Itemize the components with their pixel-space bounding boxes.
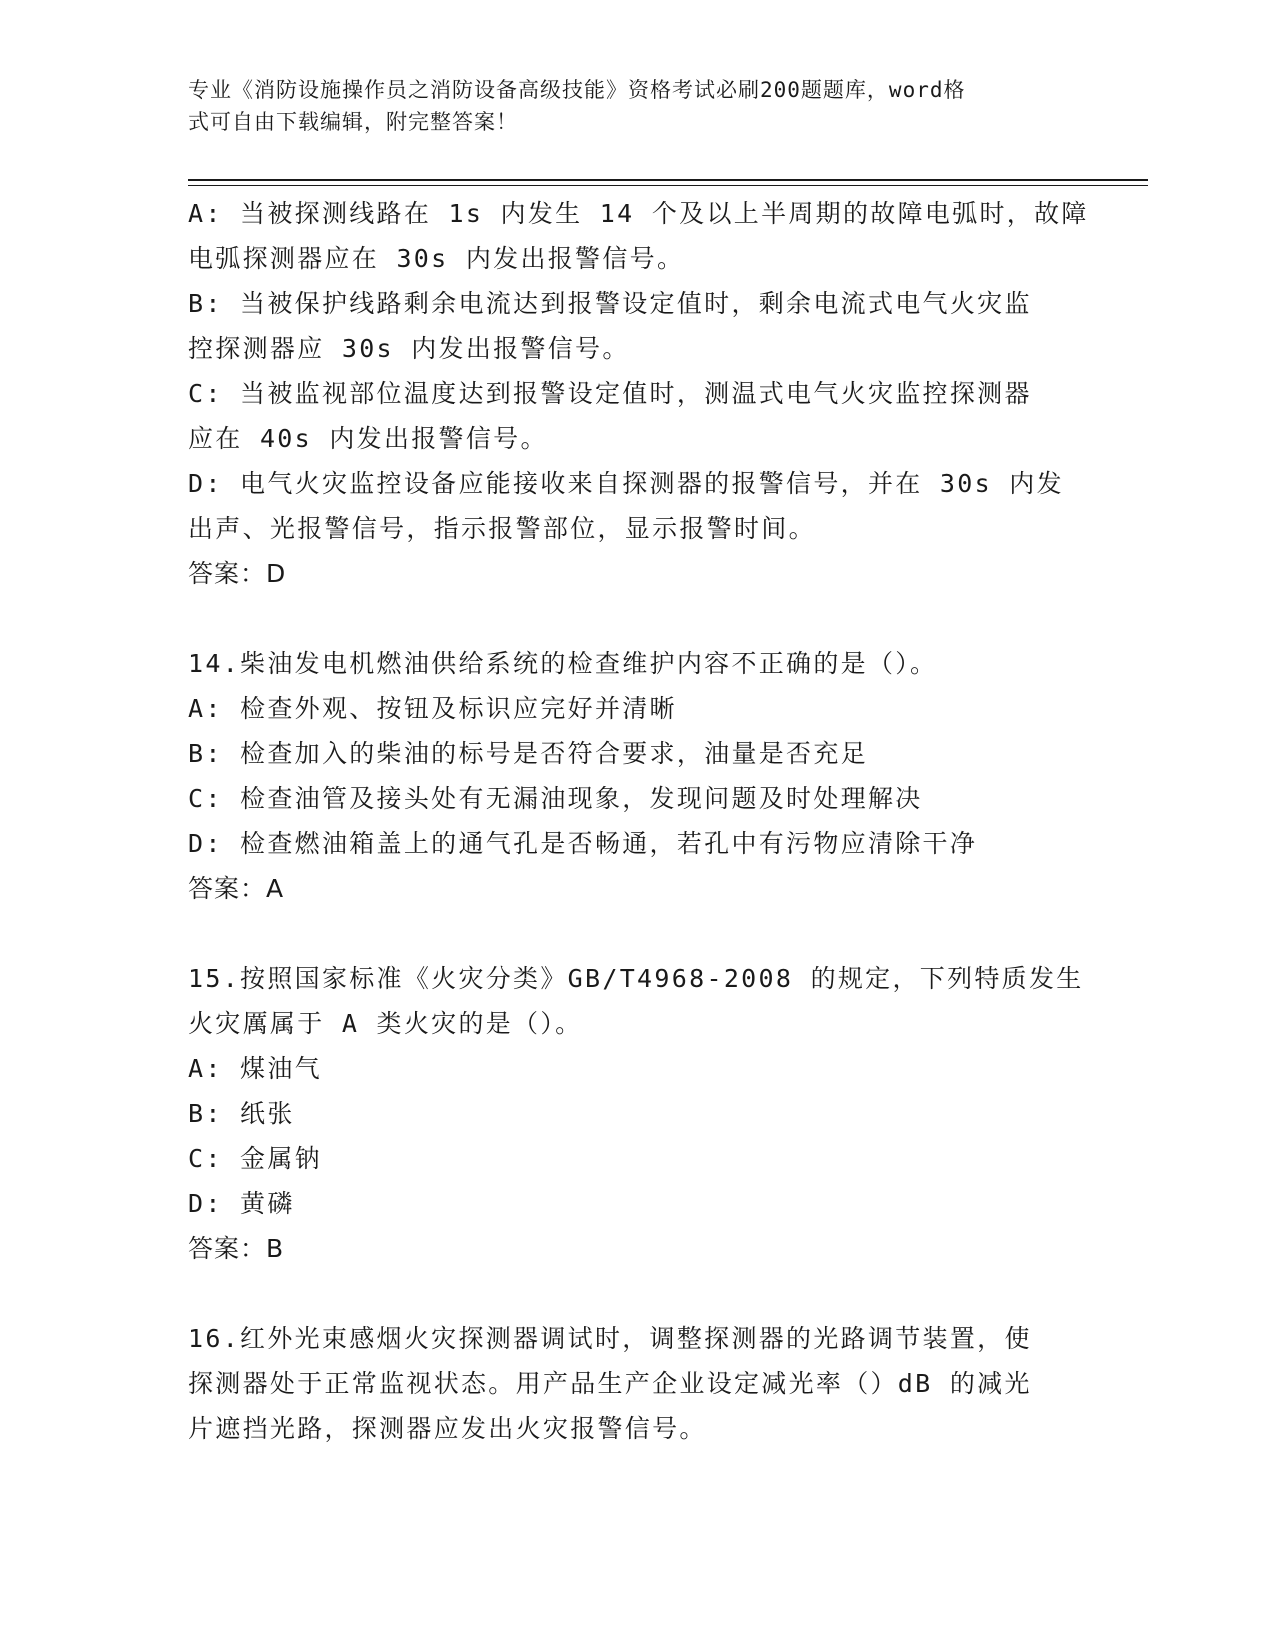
spacer bbox=[188, 911, 1088, 956]
question-13-block bbox=[188, 191, 1088, 596]
option-b-line-1: B: 当被保护线路剩余电流达到报警设定值时，剩余电流式电气火灾监 bbox=[188, 289, 1032, 318]
option-c: C: 检查油管及接头处有无漏油现象，发现问题及时处理解决 bbox=[188, 784, 923, 813]
question-14-block bbox=[188, 641, 1088, 911]
question-text-line-1: 15.按照国家标准《火灾分类》GB/T4968-2008 的规定，下列特质发生 bbox=[188, 964, 1084, 993]
option-a: A: 煤油气 bbox=[188, 1054, 322, 1083]
option-c-line-1: C: 当被监视部位温度达到报警设定值时，测温式电气火灾监控探测器 bbox=[188, 379, 1032, 408]
option-b: B: 检查加入的柴油的标号是否符合要求，油量是否充足 bbox=[188, 739, 868, 768]
option-d-line-1: D: 电气火灾监控设备应能接收来自探测器的报警信号，并在 30s 内发 bbox=[188, 469, 1064, 498]
option-b-line-2: 控探测器应 30s 内发出报警信号。 bbox=[188, 334, 630, 363]
option-c: C: 金属钠 bbox=[188, 1144, 322, 1173]
option-c-line-2: 应在 40s 内发出报警信号。 bbox=[188, 424, 548, 453]
option-d-line-2: 出声、光报警信号，指示报警部位，显示报警时间。 bbox=[188, 514, 816, 543]
answer-line: 答案：B bbox=[188, 1234, 285, 1263]
option-d: D: 检查燃油箱盖上的通气孔是否畅通，若孔中有污物应清除干净 bbox=[188, 829, 978, 858]
option-b: B: 纸张 bbox=[188, 1099, 295, 1128]
page-header bbox=[188, 74, 1068, 138]
spacer bbox=[188, 596, 1088, 641]
question-15-block bbox=[188, 956, 1088, 1271]
option-a-line-2: 电弧探测器应在 30s 内发出报警信号。 bbox=[188, 244, 685, 273]
answer-line: 答案：A bbox=[188, 874, 285, 903]
question-16-block bbox=[188, 1316, 1088, 1451]
option-a-line-1: A: 当被探测线路在 1s 内发生 14 个及以上半周期的故障电弧时，故障 bbox=[188, 199, 1089, 228]
option-d: D: 黄磷 bbox=[188, 1189, 295, 1218]
question-text-line-3: 片遮挡光路，探测器应发出火灾报警信号。 bbox=[188, 1414, 707, 1443]
spacer bbox=[188, 1271, 1088, 1316]
answer-line: 答案：D bbox=[188, 559, 287, 588]
question-text-line-2: 火灾厲属于 A 类火灾的是（）。 bbox=[188, 1009, 583, 1038]
header-line-2: 式可自由下载编辑，附完整答案！ bbox=[188, 110, 518, 134]
question-content bbox=[188, 191, 1088, 1451]
option-a: A: 检查外观、按钮及标识应完好并清晰 bbox=[188, 694, 677, 723]
question-text: 14.柴油发电机燃油供给系统的检查维护内容不正确的是（）。 bbox=[188, 649, 938, 678]
header-divider-thick bbox=[188, 179, 1148, 181]
header-divider-thin bbox=[188, 185, 1148, 186]
question-text-line-2: 探测器处于正常监视状态。用产品生产企业设定减光率（）dB 的减光 bbox=[188, 1369, 1032, 1398]
header-line-1: 专业《消防设施操作员之消防设备高级技能》资格考试必刷200题题库，word格 bbox=[188, 78, 966, 102]
question-text-line-1: 16.红外光束感烟火灾探测器调试时，调整探测器的光路调节装置，使 bbox=[188, 1324, 1032, 1353]
